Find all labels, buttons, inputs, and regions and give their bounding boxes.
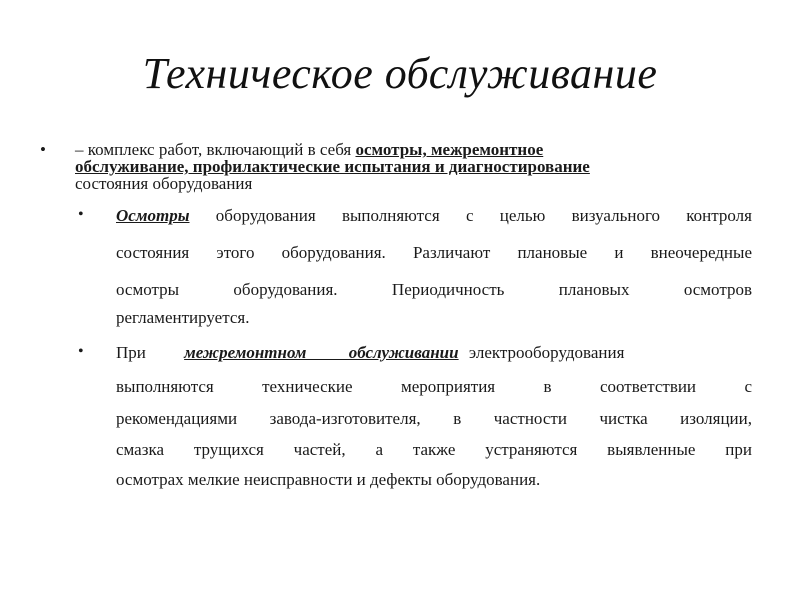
slide-title: Техническое обслуживание — [142, 49, 658, 98]
main-bullet-emphasis-1: осмотры, межремонтное — [355, 140, 544, 159]
line-text: оборудования выполняются с целью визуального контроля — [189, 206, 752, 225]
main-bullet-emphasis-2: обслуживание, профилактические испытания и диагностирование — [75, 157, 590, 176]
line-text: электрооборудования — [464, 343, 625, 362]
paragraph-line: осмотры оборудования. Периодичность плановых осмотров — [116, 280, 752, 299]
term-maintenance: межремонтном обслуживании — [184, 343, 459, 362]
term-inspections: Осмотры — [116, 206, 190, 225]
paragraph-line: состояния этого оборудования. Различают плановые и внеочередные — [116, 243, 752, 262]
main-bullet-prefix: – комплекс работ, включающий в себя — [75, 140, 356, 159]
paragraph-line: осмотрах мелкие неисправности и дефекты оборудования. — [116, 470, 541, 489]
paragraph-line — [116, 206, 752, 223]
paragraph-line — [116, 343, 752, 360]
paragraph-line: рекомендациями завода-изготовителя, в частности чистка изоляции, — [116, 409, 752, 428]
main-bullet-suffix: состояния оборудования — [75, 174, 253, 193]
paragraph-line: регламентируется. — [116, 308, 250, 327]
paragraph-line: выполняются технические мероприятия в соответствии с — [116, 377, 752, 396]
bullet-dot: • — [78, 206, 84, 223]
bullet-dot: • — [40, 140, 46, 159]
main-bullet-text — [75, 141, 675, 192]
line-text: При — [116, 343, 151, 362]
paragraph-line: смазка трущихся частей, а также устраняются выявленные при — [116, 440, 752, 459]
bullet-dot: • — [78, 343, 84, 360]
